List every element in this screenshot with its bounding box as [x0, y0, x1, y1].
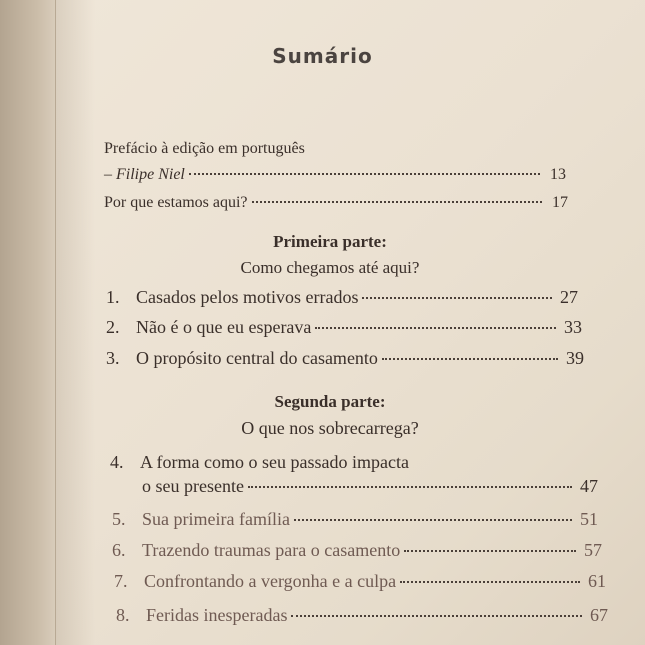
- page-number: 33: [564, 317, 582, 337]
- toc-entry-why-here: [104, 194, 568, 212]
- dot-leader: [291, 615, 582, 617]
- page-number: 61: [588, 571, 606, 591]
- dot-leader: [252, 201, 542, 203]
- part2-label: Segunda parte:: [274, 392, 386, 411]
- toc-entry-chapter-4-line2: [142, 476, 598, 497]
- chapter-number: 3.: [106, 348, 120, 368]
- chapter-number: 7.: [114, 571, 128, 591]
- toc-entry-chapter-5: [112, 509, 598, 530]
- chapter-title: Trazendo traumas para o casamento: [142, 540, 401, 560]
- chapter-number: 5.: [112, 509, 126, 529]
- chapter-number: 1.: [106, 287, 120, 307]
- part2-subtitle: O que nos sobrecarrega?: [241, 418, 419, 438]
- dot-leader: [189, 173, 540, 175]
- preface-author: – Filipe Niel: [104, 166, 185, 183]
- chapter-title: Casados pelos motivos errados: [136, 287, 359, 307]
- page-number: 17: [552, 194, 568, 211]
- chapter-title-continued: o seu presente: [142, 476, 244, 496]
- part1-label: Primeira parte:: [273, 232, 387, 251]
- chapter-title: Não é o que eu esperava: [136, 317, 312, 337]
- page-number: 51: [580, 509, 598, 529]
- entry-title: Por que estamos aqui?: [104, 194, 248, 211]
- toc-entry-chapter-3: [106, 348, 584, 369]
- page-fold-shadow: [55, 0, 95, 645]
- page-number: 13: [550, 166, 566, 183]
- preface-title: Prefácio à edição em português: [104, 140, 305, 157]
- chapter-number: 4.: [110, 452, 124, 472]
- page-number: 39: [566, 348, 584, 368]
- chapter-number: 8.: [116, 605, 130, 625]
- chapter-title: Confrontando a vergonha e a culpa: [144, 571, 397, 591]
- toc-entry-chapter-8: [116, 605, 608, 626]
- toc-entry-chapter-7: [114, 571, 606, 592]
- chapter-title: Sua primeira família: [142, 509, 290, 529]
- chapter-title: Feridas inesperadas: [146, 605, 288, 625]
- dot-leader: [248, 486, 572, 488]
- chapter-title: A forma como o seu passado impacta: [140, 452, 409, 472]
- toc-entry-preface: [104, 166, 566, 184]
- chapter-number: 2.: [106, 317, 120, 337]
- toc-entry-chapter-4-line1: [110, 452, 590, 473]
- page-number: 27: [560, 287, 578, 307]
- chapter-title: O propósito central do casamento: [136, 348, 378, 368]
- toc-entry-chapter-2: [106, 317, 582, 338]
- dot-leader: [382, 358, 558, 360]
- page-number: 67: [590, 605, 608, 625]
- part1-subtitle: Como chegamos até aqui?: [240, 258, 420, 277]
- page-number: 47: [580, 476, 598, 496]
- chapter-number: 6.: [112, 540, 126, 560]
- dot-leader: [400, 581, 580, 583]
- dot-leader: [294, 519, 572, 521]
- dot-leader: [315, 327, 556, 329]
- dot-leader: [362, 297, 552, 299]
- toc-entry-chapter-6: [112, 540, 602, 561]
- dot-leader: [404, 550, 576, 552]
- page-number: 57: [584, 540, 602, 560]
- page-title: Sumário: [272, 44, 373, 68]
- toc-entry-chapter-1: [106, 287, 578, 308]
